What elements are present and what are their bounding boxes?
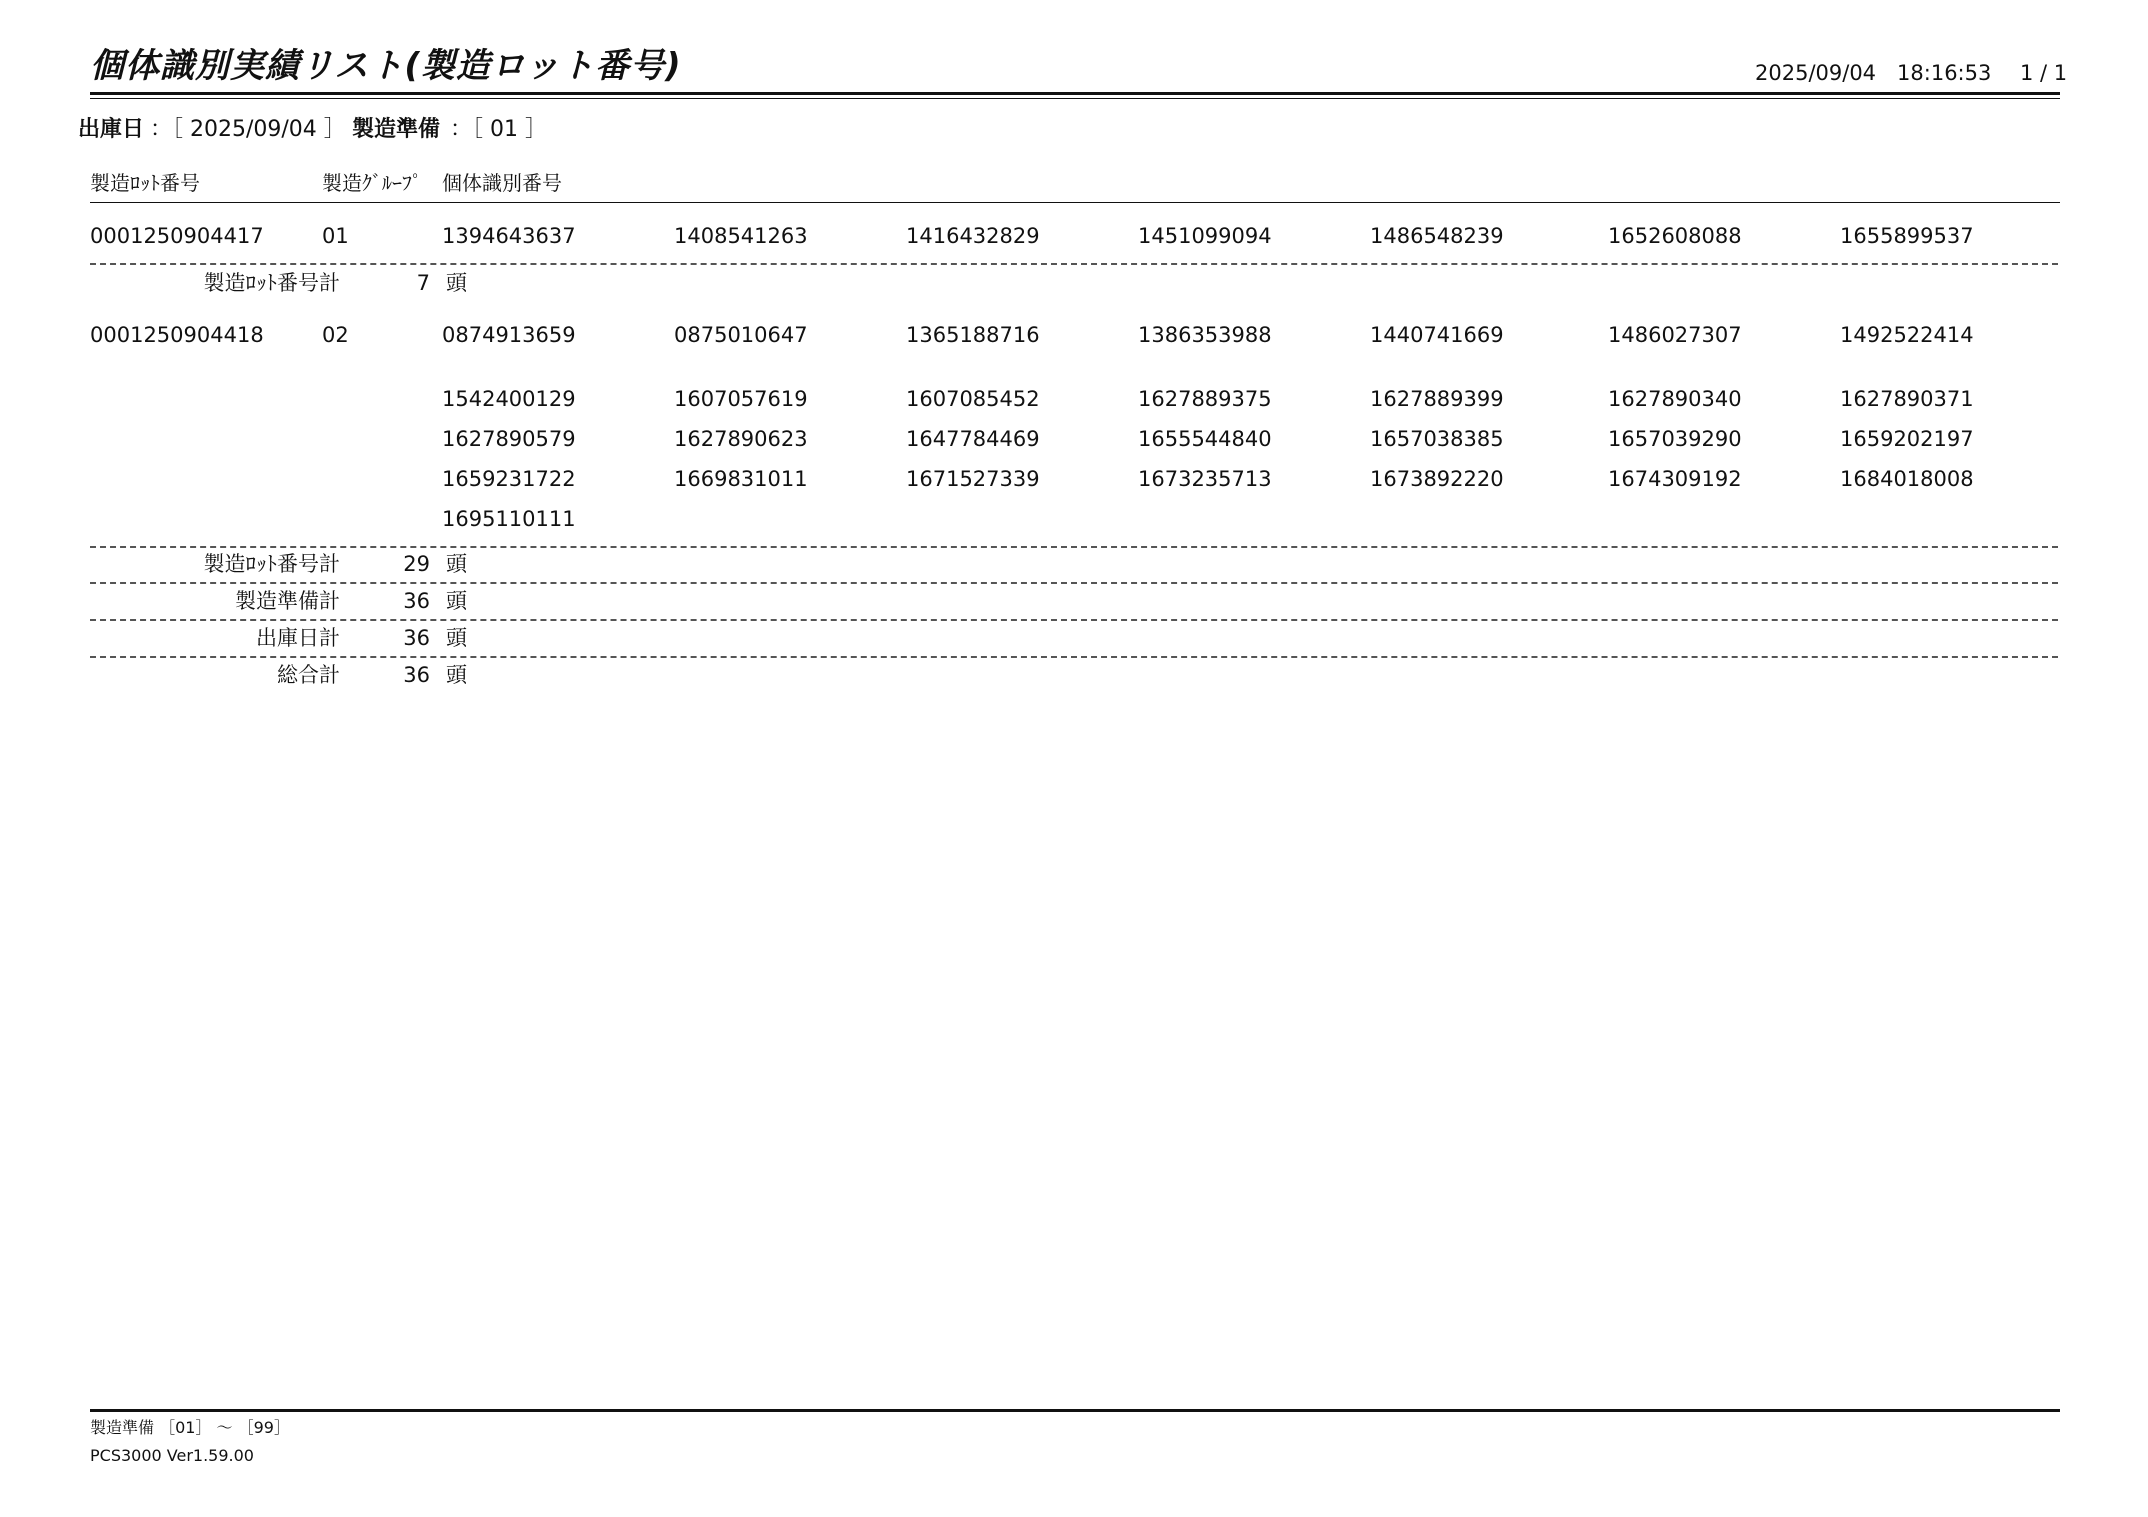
column-header-rule [90, 202, 2060, 203]
ship-date-total-unit: 頭 [446, 626, 467, 650]
id-cell: 1627890371 [1840, 387, 1974, 411]
id-cell: 1492522414 [1840, 323, 1974, 347]
grand-total-count: 36 [403, 663, 430, 687]
dashed-separator [90, 546, 2058, 548]
id-cell: 0875010647 [674, 323, 808, 347]
dashed-separator [90, 263, 2058, 265]
prep-total-count: 36 [403, 589, 430, 613]
id-cell: 1669831011 [674, 467, 808, 491]
id-cell: 1695110111 [442, 507, 576, 531]
id-cell: 1652608088 [1608, 224, 1742, 248]
lot-subtotal-label: 製造ﾛｯﾄ番号計 [203, 271, 340, 295]
lot-subtotal-label: 製造ﾛｯﾄ番号計 [203, 552, 340, 576]
id-cell: 1659202197 [1840, 427, 1974, 451]
lot-subtotal-count: 7 [416, 271, 430, 295]
id-cell: 1486548239 [1370, 224, 1504, 248]
id-cell: 1607085452 [906, 387, 1040, 411]
id-cell: 1627889399 [1370, 387, 1504, 411]
page-number: 1 / 1 [2020, 61, 2068, 85]
id-cell: 1673892220 [1370, 467, 1504, 491]
footer-range: 製造準備 ［01］ ～ ［99］ [90, 1418, 290, 1437]
column-header-lot: 製造ﾛｯﾄ番号 [90, 171, 200, 195]
id-cell: 1655544840 [1138, 427, 1272, 451]
footer-version: PCS3000 Ver1.59.00 [90, 1446, 254, 1465]
id-cell: 1684018008 [1840, 467, 1974, 491]
id-cell: 1416432829 [906, 224, 1040, 248]
prep-total-label: 製造準備計 [235, 589, 340, 613]
header-rule-bottom [90, 98, 2060, 99]
id-cell: 1440741669 [1370, 323, 1504, 347]
ship-date-total-label: 出庫日計 [256, 626, 340, 650]
id-cell: 1673235713 [1138, 467, 1272, 491]
id-cell: 1486027307 [1608, 323, 1742, 347]
lot-subtotal-unit: 頭 [446, 552, 467, 576]
column-header-group: 製造ｸﾞﾙｰﾌﾟ [322, 171, 422, 195]
id-cell: 1542400129 [442, 387, 576, 411]
lot-subtotal-count: 29 [403, 552, 430, 576]
dashed-separator [90, 619, 2058, 621]
lot-number: 0001250904418 [90, 323, 264, 347]
column-header-ids: 個体識別番号 [442, 171, 562, 195]
id-cell: 1451099094 [1138, 224, 1272, 248]
lot-group: 01 [322, 224, 349, 248]
lot-number: 0001250904417 [90, 224, 264, 248]
lot-group: 02 [322, 323, 349, 347]
id-cell: 1627889375 [1138, 387, 1272, 411]
print-datetime: 2025/09/04 18:16:53 [1755, 61, 1992, 85]
dashed-separator [90, 656, 2058, 658]
dashed-separator [90, 582, 2058, 584]
id-cell: 1659231722 [442, 467, 576, 491]
id-cell: 1365188716 [906, 323, 1040, 347]
id-cell: 1386353988 [1138, 323, 1272, 347]
ship-date-value: ：［ 2025/09/04 ］ [150, 117, 346, 142]
id-cell: 1607057619 [674, 387, 808, 411]
id-cell: 1647784469 [906, 427, 1040, 451]
id-cell: 1627890623 [674, 427, 808, 451]
lot-subtotal-unit: 頭 [446, 271, 467, 295]
id-cell: 1394643637 [442, 224, 576, 248]
prep-label: 製造準備 [352, 117, 441, 142]
id-cell: 1657038385 [1370, 427, 1504, 451]
id-cell: 0874913659 [442, 323, 576, 347]
prep-value: ：［ 01 ］ [450, 117, 547, 142]
grand-total-unit: 頭 [446, 663, 467, 687]
id-cell: 1671527339 [906, 467, 1040, 491]
id-cell: 1408541263 [674, 224, 808, 248]
prep-total-unit: 頭 [446, 589, 467, 613]
ship-date-label: 出庫日 [78, 117, 145, 142]
header-rule-top [90, 92, 2060, 95]
id-cell: 1627890340 [1608, 387, 1742, 411]
id-cell: 1655899537 [1840, 224, 1974, 248]
footer-rule [90, 1409, 2060, 1412]
grand-total-label: 総合計 [277, 663, 340, 687]
id-cell: 1657039290 [1608, 427, 1742, 451]
report-title: 個体識別実績リスト(製造ロット番号) [90, 46, 682, 86]
id-cell: 1674309192 [1608, 467, 1742, 491]
ship-date-total-count: 36 [403, 626, 430, 650]
id-cell: 1627890579 [442, 427, 576, 451]
